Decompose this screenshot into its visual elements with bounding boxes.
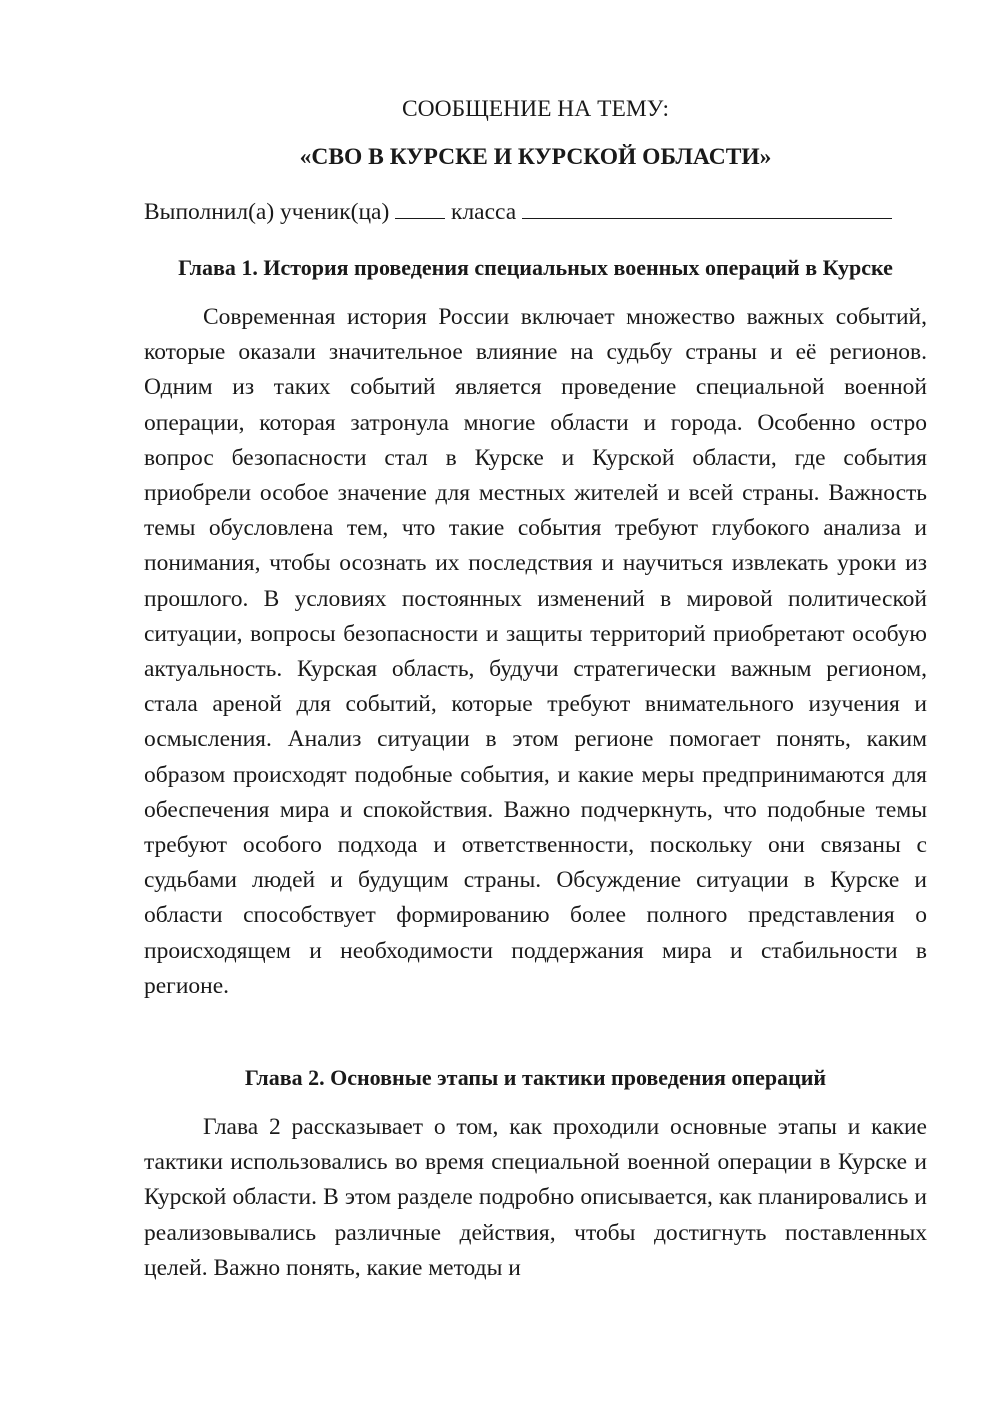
chapter-2-paragraph: Глава 2 рассказывает о том, как проходили основные этапы и какие тактики использовались во время специальной военной операции в Курске и Курской области. В этом разделе подробно описывается, как планировались и реализовывались различные действия, чтобы достигнуть поставленных целей. Важно понять, какие методы и xyxy=(144,1114,927,1281)
chapter-1-paragraph: Современная история России включает множество важных событий, которые оказали значительное влияние на судьбу страны и её регионов. Одним из таких событий является проведение специальной военной операции, которая затронула многие области и города. Особенно остро вопрос безопасности стал в Курске и Курской области, где события приобрели особое значение для местных жителей и всей страны. Важность темы обусловлена тем, что такие события требуют глубокого анализа и понимания, чтобы осознать их последствия и научиться извлекать уроки из прошлого. В условиях постоянных изменений в мировой политической ситуации, вопросы безопасности и защиты территорий приобретают особую актуальность. Курская область, будучи стратегически важным регионом, стала ареной для событий, которые требуют внимательного изучения и осмысления. Анализ ситуации в этом регионе помогает понять, каким образом происходят подобные события, и какие меры предпринимаются для обеспечения мира и спокойствия. Важно подчеркнуть, что подобные темы требуют особого подхода и ответственности, поскольку они связаны с судьбами людей и будущим страны. Обсуждение ситуации в Курске и области способствует формированию более полного представления о происходящем и необходимости поддержания мира и стабильности в регионе. xyxy=(144,304,927,999)
student-line xyxy=(144,200,927,225)
chapter-2-heading: Глава 2. Основные этапы и тактики проведения операций xyxy=(244,1065,827,1090)
class-label: класса xyxy=(445,199,523,225)
document-title-line-1: СООБЩЕНИЕ НА ТЕМУ: xyxy=(401,96,670,122)
chapter-1-heading: Глава 1. История проведения специальных военных операций в Курске xyxy=(178,255,893,280)
document-title-line-2: «СВО В КУРСКЕ И КУРСКОЙ ОБЛАСТИ» xyxy=(299,144,772,170)
student-label: Выполнил(а) ученик(ца) xyxy=(144,199,396,225)
student-name-blank xyxy=(522,200,892,219)
class-number-blank xyxy=(395,200,445,219)
